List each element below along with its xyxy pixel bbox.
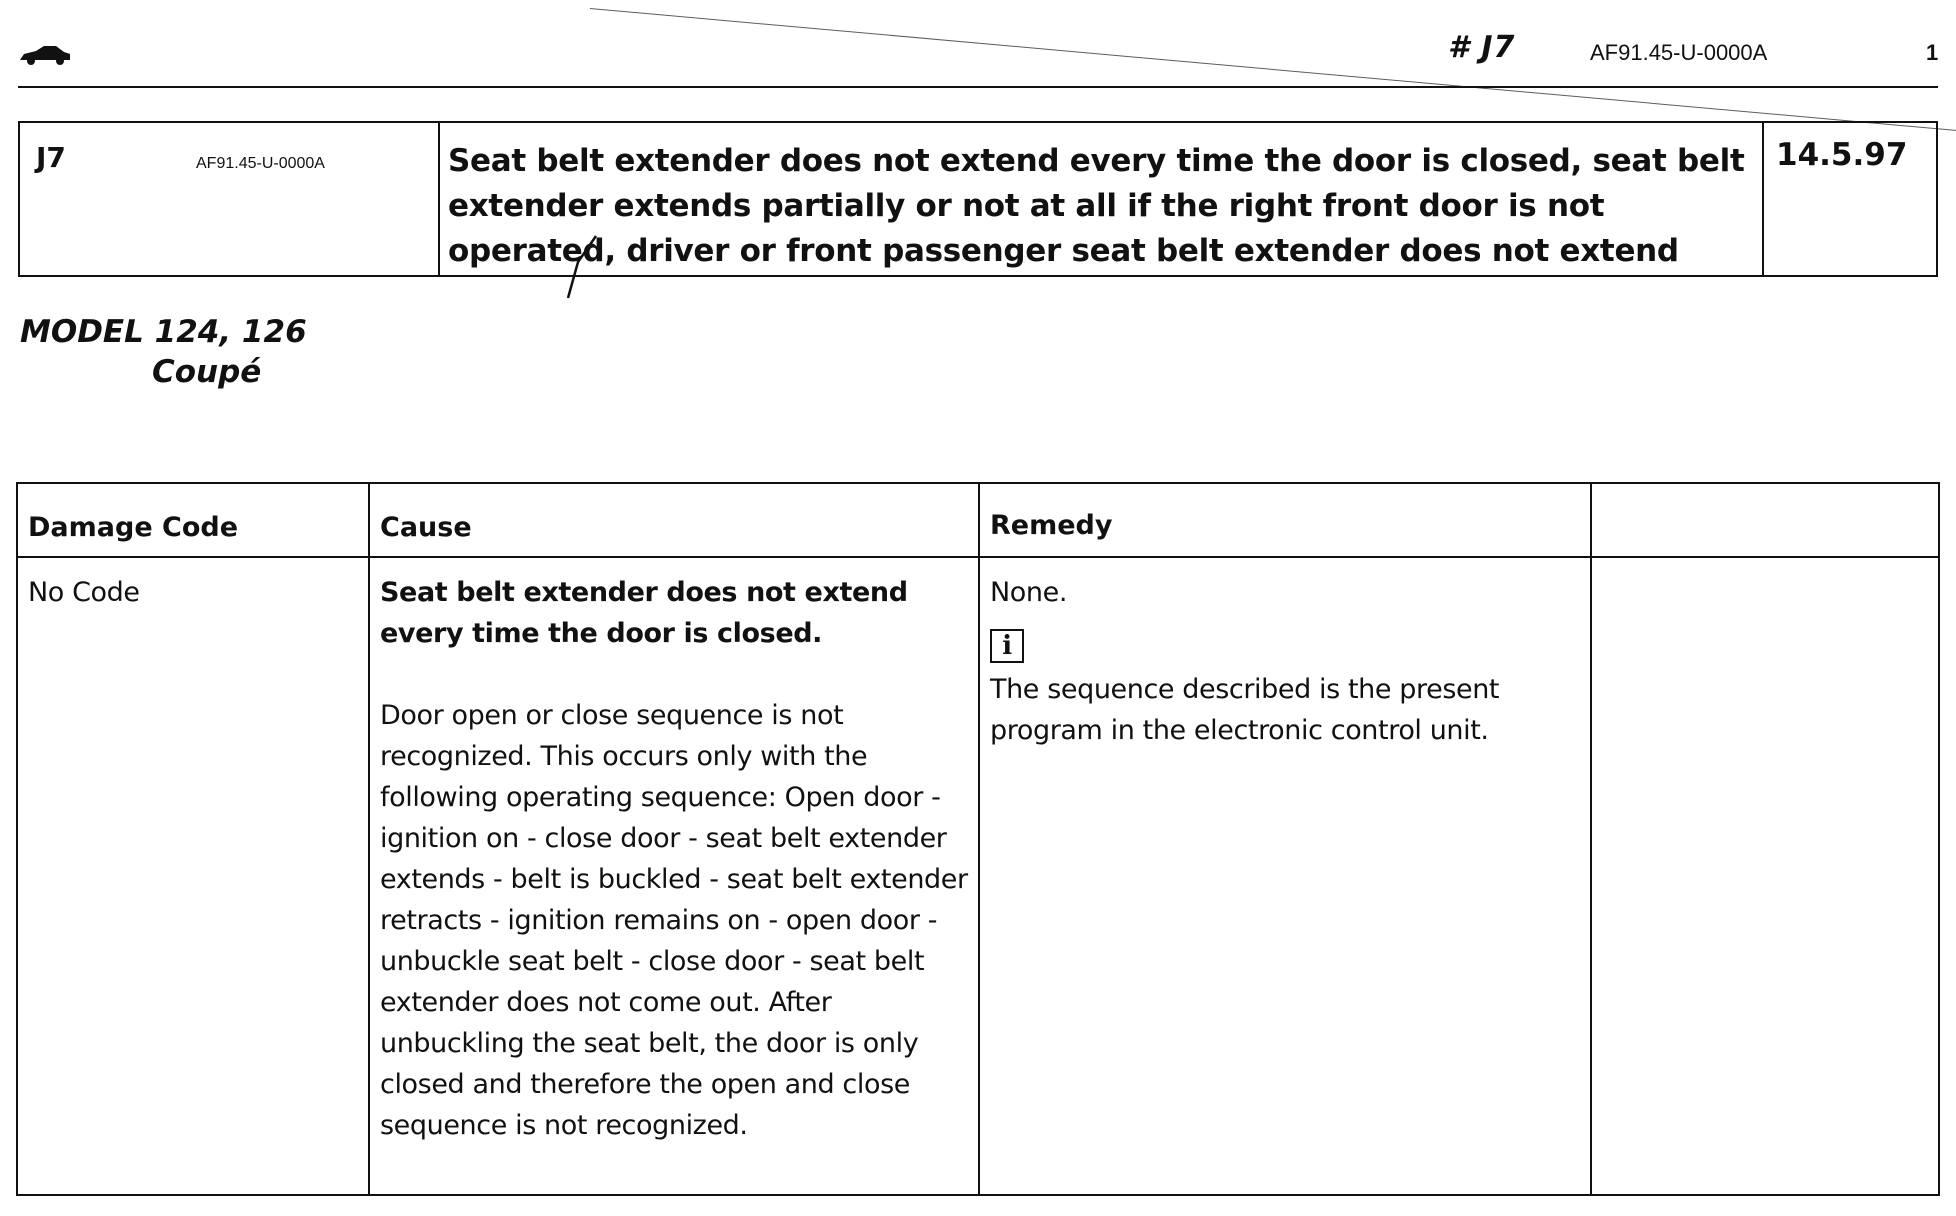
header-damage-code: Damage Code [28, 512, 239, 543]
pen-mark [556, 232, 604, 300]
fault-title: Seat belt extender does not extend every time the door is closed, seat belt extender extends partially or not at all if the right front door is not operated, driver or front passenger seat belt extender does not extend [448, 143, 1745, 269]
model-variant: Coupé [152, 354, 262, 390]
title-box [18, 121, 1938, 277]
table-column-divider [978, 484, 980, 1194]
table-column-divider [1590, 484, 1592, 1194]
header-remedy: Remedy [990, 510, 1113, 541]
fault-code: J7 [36, 141, 66, 174]
remedy-cell [990, 572, 1580, 751]
page-number: 1 [1926, 40, 1939, 65]
title-box-divider [438, 123, 440, 275]
header-rule [18, 86, 1938, 88]
cause-cell [380, 572, 976, 1146]
diagnosis-table [16, 482, 1940, 1196]
header-cause: Cause [380, 512, 472, 543]
title-box-divider [1762, 123, 1764, 275]
car-icon [18, 44, 72, 66]
info-icon: i [990, 629, 1024, 663]
issue-date: 14.5.97 [1776, 137, 1908, 173]
scan-artifact-line [590, 8, 1956, 132]
damage-code-cell: No Code [28, 577, 140, 608]
fault-document-number: AF91.45-U-0000A [196, 155, 325, 172]
header-code: # J7 [1448, 30, 1516, 65]
cause-title: Seat belt extender does not extend every time the door is closed. [380, 577, 908, 649]
remedy-text: None. [990, 577, 1068, 608]
cause-body: Door open or close sequence is not recognized. This occurs only with the following operating sequence: Open door - ignition on - close door - seat belt extender extends - belt is buckled - seat belt extender retracts - ignition remains on - open door - unbuckle seat belt - close door - seat belt extender does not come out. After unbuckling the seat belt, the door is only closed and therefore the open and close sequence is not recognized. [380, 700, 968, 1141]
remedy-note: The sequence described is the present program in the electronic control unit. [990, 674, 1500, 746]
header-document-number: AF91.45-U-0000A [1590, 40, 1768, 65]
table-column-divider [368, 484, 370, 1194]
model-line: MODEL 124, 126 [20, 314, 307, 350]
